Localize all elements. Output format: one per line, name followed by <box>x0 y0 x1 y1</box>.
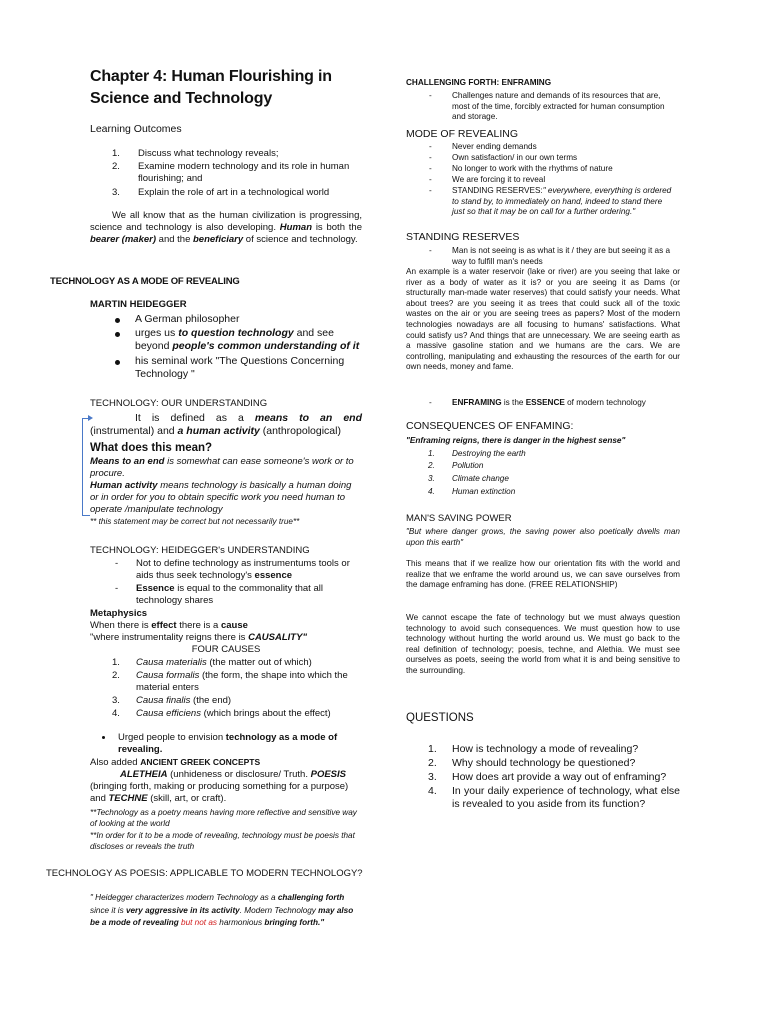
dash-marker-icon: - <box>429 398 432 407</box>
bullet-dot-icon <box>115 332 120 337</box>
greek-concepts-paragraph: ALETHEIA (unhideness or disclosure/ Truth. POESIS (bringing forth, making or producing something for a purpose) and TECHNE (skill, art, or craft). <box>90 769 349 804</box>
dash-marker-icon: - <box>429 246 432 255</box>
challenging-heading: CHALLENGING FORTH: ENFRAMING <box>406 78 552 87</box>
consequences-heading: CONSEQUENCES OF ENFAMING: <box>406 420 574 432</box>
chapter-title <box>90 66 370 110</box>
question-item: 2. Why should technology be questioned? <box>428 757 636 769</box>
effect-line: When there is effect there is a cause <box>90 620 248 631</box>
bracket-arrow-icon <box>82 418 90 516</box>
outcome-item: 1. Discuss what technology reveals; <box>112 148 279 159</box>
cause-item: 1. Causa materialis (the matter out of which) <box>112 657 312 668</box>
cause-item: 2. Causa formalis (the form, the shape into which the material enters <box>112 670 348 693</box>
question-item: 1. How is technology a mode of revealing? <box>428 743 639 755</box>
dash-marker-icon: - <box>429 164 432 173</box>
standing-reserves-heading: STANDING RESERVES <box>406 231 520 243</box>
note-order: **In order for it to be a mode of revealing, technology must be poesis that discloses or reveals the truth <box>90 831 355 851</box>
bullet-dot-icon <box>102 736 105 739</box>
consequences-quote: "Enframing reigns, there is danger in the highest sense" <box>406 436 626 445</box>
consequence-item: 4. Human extinction <box>428 487 516 496</box>
four-causes-heading: FOUR CAUSES <box>191 644 261 655</box>
our-understanding-heading: TECHNOLOGY: OUR UNDERSTANDING <box>90 398 268 409</box>
mode-item: Never ending demands <box>452 142 537 151</box>
dash-marker-icon: - <box>429 142 432 151</box>
definition-paragraph: It is defined as a means to an end (instrumental) and a human activity (anthropological) <box>90 412 362 437</box>
what-mean-heading: What does this mean? <box>90 442 213 454</box>
saving-power-heading: MAN'S SAVING POWER <box>406 513 512 524</box>
intro-paragraph: We all know that as the human civilization is progressing, science and technology is also developing. Human is both the bearer (maker) and the beneficiary of science and technology. <box>90 210 363 245</box>
heidegger-understanding-item: Essence is equal to the commonality that all technology shares <box>136 583 323 606</box>
activity-explanation: Human activity means technology is basically a human doing or in order for you to obtain specific work you need human to operate /manipulate technology <box>90 480 352 515</box>
standing-reserves-dash: Man is not seeing is as what is it / they are but seeing it as a way to fulfill man's needs <box>452 246 670 266</box>
consequence-item: 1. Destroying the earth <box>428 449 526 458</box>
outcome-item: 3. Explain the role of art in a technological world <box>112 187 330 198</box>
dash-marker-icon: - <box>115 558 119 569</box>
saving-power-quote: "But where danger grows, the saving power also poetically dwells man upon this earth" <box>406 527 680 547</box>
dash-marker-icon: - <box>429 175 432 184</box>
saving-power-paragraph-1: This means that if we realize how our orientation fits with the world and realize that we enframe the world around us, we can save ourselves from the damage enframing has done. (FREE RELATIONSHIP) <box>406 559 680 590</box>
saving-power-paragraph-2: We cannot escape the fate of technology but we must always question technology to avoid such consequences. We must question how to use technology without hurting the world around us. We must go back to the real definition of technology; poesis, techne, and Alethia. We must see ourselves as poets, seeing the world from what it is and being sensitive to the surrounding. <box>406 613 680 675</box>
poesis-heading: TECHNOLOGY AS POESIS: APPLICABLE TO MODERN TECHNOLOGY? <box>46 868 363 879</box>
dash-marker-icon: - <box>429 153 432 162</box>
metaphysics-heading: Metaphysics <box>90 608 148 619</box>
question-item: 4. In your daily experience of technology, what else is revealed to you aside from its function? <box>428 785 680 810</box>
dash-marker-icon: - <box>115 583 119 594</box>
enframing-line: ENFRAMING is the ESSENCE of modern technology <box>452 398 646 407</box>
note-poetry: **Technology as a poetry means having more reflective and sensitive way of looking at the world <box>90 808 357 828</box>
heidegger-bullet: A German philosopher <box>135 313 240 325</box>
heidegger-understanding-heading: TECHNOLOGY: HEIDEGGER's UNDERSTANDING <box>90 545 310 556</box>
standing-reserves-paragraph: An example is a water reservoir (lake or river) are you seeing that lake or river as a body of water as it is? or you are seeing it as Dams (or structurally man-made water reserves) that could satisfy your needs. What about trees? are you seeing it as trees that could suck all of the toxic wastes on the air or you are seeing trees as papers? Most of the modern technologies nowadays are all focusing to humans' satisfactions. What could satisfy us? And things that are unnecessary. We are seeing earth as a massive gasoline station and we humans are the cars. We are controlling, manipulating and exhausting the resources of the earth for our own needs, money and fame. <box>406 267 680 372</box>
mode-item: Own satisfaction/ in our own terms <box>452 153 578 162</box>
mode-item: We are forcing it to reveal <box>452 175 546 184</box>
tech-mode-heading: TECHNOLOGY AS A MODE OF REVEALING <box>50 276 240 287</box>
heidegger-heading: MARTIN HEIDEGGER <box>90 299 187 310</box>
challenging-item: Challenges nature and demands of its resources that are, most of the time, forcibly extracted for human consumption and storage. <box>452 91 665 122</box>
bullet-dot-icon <box>115 360 120 365</box>
dash-marker-icon: - <box>429 186 432 195</box>
heidegger-bullet: urges us to question technology and see beyond people's common understanding of it <box>135 327 360 352</box>
causality-line: "where instrumentality reigns there is CAUSALITY" <box>90 632 307 643</box>
also-added-line: Also added ANCIENT GREEK CONCEPTS <box>90 757 261 768</box>
outcome-item: 2. Examine modern technology and its role in human flourishing; and <box>112 161 350 184</box>
question-item: 3. How does art provide a way out of enframing? <box>428 771 667 783</box>
mode-item: No longer to work with the rhythms of nature <box>452 164 613 173</box>
mode-revealing-heading: MODE OF REVEALING <box>406 128 519 140</box>
note-correct: ** this statement may be correct but not necessarily true** <box>90 517 300 526</box>
heidegger-understanding-item: Not to define technology as instrumentums tools or aids thus seek technology's essence <box>136 558 350 581</box>
means-explanation: Means to an end is somewhat can ease someone's work or to procure. <box>90 456 354 479</box>
cause-item: 3. Causa finalis (the end) <box>112 695 232 706</box>
chapter-title-line-1: Chapter 4: Human Flourishing in <box>90 68 332 85</box>
heidegger-quote: " Heidegger characterizes modern Technology as a challenging forth since it is very aggressive in its activity. Modern Technology may also be a mode of revealing but not as harmonious bringing forth." <box>90 893 354 927</box>
heidegger-bullet: his seminal work "The Questions Concerning Technology " <box>135 355 345 380</box>
bullet-dot-icon <box>115 318 120 323</box>
consequence-item: 2. Pollution <box>428 461 484 470</box>
standing-reserves-item: STANDING RESERVES:" everywhere, everything is ordered to stand by, to immediately on hand, indeed to stand there just so that it may be on call for a further ordering." <box>452 186 672 217</box>
urged-line: Urged people to envision technology as a mode of revealing. <box>118 732 338 755</box>
questions-heading: QUESTIONS <box>406 712 474 724</box>
chapter-title-line-2: Science and Technology <box>90 90 273 107</box>
learning-outcomes-heading: Learning Outcomes <box>90 123 182 135</box>
cause-item: 4. Causa efficiens (which brings about the effect) <box>112 708 331 719</box>
dash-marker-icon: - <box>429 91 432 100</box>
consequence-item: 3. Climate change <box>428 474 509 483</box>
